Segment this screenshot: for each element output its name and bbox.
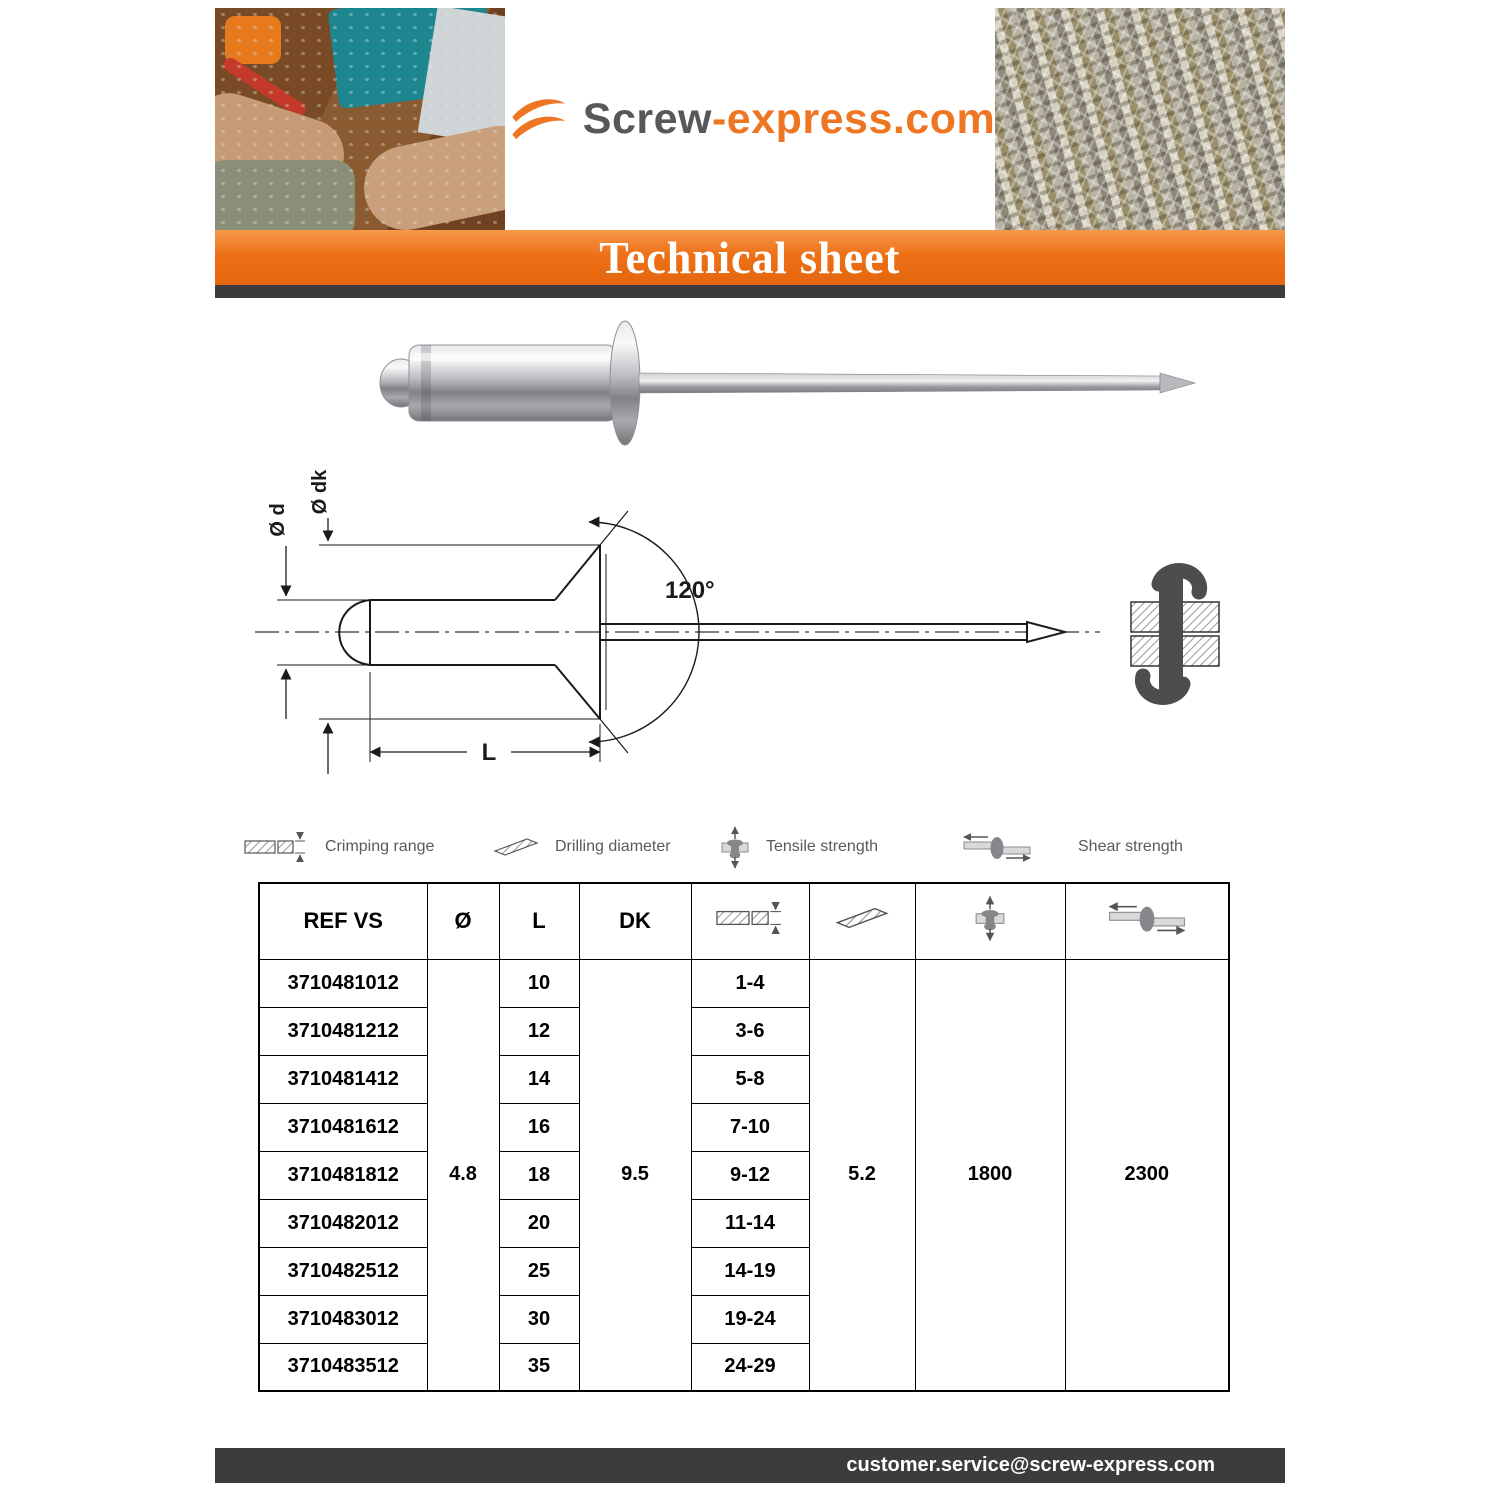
ref-cell: 3710483012: [259, 1295, 427, 1343]
crimp-cell: 7-10: [691, 1103, 809, 1151]
crimping-range-column-icon: [714, 902, 786, 934]
length-label: L: [481, 739, 497, 766]
logo-text-orange: -express.com: [711, 94, 996, 143]
legend-tensile-strength: [720, 822, 878, 872]
logo-text-gray: Screw: [582, 94, 712, 143]
legend-drilling-diameter: [493, 822, 671, 872]
shear-strength-icon: [960, 832, 1034, 862]
length-cell: 18: [499, 1151, 579, 1199]
length-cell: 25: [499, 1247, 579, 1295]
header-tensile-strength: [915, 883, 1065, 959]
rivet-photo-graphic: [215, 305, 1285, 460]
workbench-photo: [215, 8, 505, 230]
logo-text: [583, 95, 995, 144]
table-header-row: [259, 883, 1229, 959]
length-cell: 12: [499, 1007, 579, 1055]
crimp-cell: 24-29: [691, 1343, 809, 1391]
ref-cell: 3710481812: [259, 1151, 427, 1199]
drilling-diameter-column-icon: [835, 906, 889, 930]
legend-crimping-label: Crimping range: [325, 838, 435, 855]
screws-photo: [995, 8, 1285, 230]
footer-bar: [215, 1448, 1285, 1483]
crimping-range-icon: [243, 832, 309, 862]
diameter-d-label: Ø d: [267, 503, 289, 537]
legend-tensile-label: Tensile strength: [766, 838, 879, 855]
crimp-cell: 3-6: [691, 1007, 809, 1055]
spec-table-wrap: [258, 882, 1230, 1392]
legend-shear-strength: [960, 822, 1183, 872]
length-cell: 16: [499, 1103, 579, 1151]
header-ref: REF VS: [259, 883, 427, 959]
masthead: [215, 8, 1285, 230]
crimp-cell: 5-8: [691, 1055, 809, 1103]
tensile-strength-column-icon: [974, 893, 1006, 943]
crimp-cell: 11-14: [691, 1199, 809, 1247]
ref-cell: 3710482512: [259, 1247, 427, 1295]
technical-drawing: [215, 462, 1285, 809]
length-cell: 30: [499, 1295, 579, 1343]
banner: [215, 230, 1285, 285]
shear-merged-cell: 2300: [1065, 959, 1229, 1391]
crimp-cell: 14-19: [691, 1247, 809, 1295]
header-length: L: [499, 883, 579, 959]
rivet-product-photo: [215, 305, 1285, 465]
logo-swoosh-icon: [505, 90, 569, 148]
diameter-merged-cell: 4.8: [427, 959, 499, 1391]
header-dk: DK: [579, 883, 691, 959]
banner-shadow-bar: [215, 285, 1285, 298]
tensile-strength-icon: [720, 824, 750, 870]
header-drilling-diameter: [809, 883, 915, 959]
shear-strength-column-icon: [1105, 901, 1189, 935]
ref-cell: 3710482012: [259, 1199, 427, 1247]
sheet-content: [215, 0, 1285, 1500]
rivet-dimension-drawing: [215, 462, 1285, 804]
scattered-screws: [215, 8, 505, 230]
length-cell: 20: [499, 1199, 579, 1247]
diameter-dk-dimension: [319, 518, 600, 774]
legend-row: [215, 822, 1285, 872]
dk-merged-cell: 9.5: [579, 959, 691, 1391]
table-row: [259, 959, 1229, 1007]
ref-cell: 3710481212: [259, 1007, 427, 1055]
length-cell: 14: [499, 1055, 579, 1103]
length-cell: 35: [499, 1343, 579, 1391]
crimp-cell: 1-4: [691, 959, 809, 1007]
crimp-cell: 9-12: [691, 1151, 809, 1199]
drilling-merged-cell: 5.2: [809, 959, 915, 1391]
spec-table: [258, 882, 1230, 1392]
header-shear-strength: [1065, 883, 1229, 959]
angle-label: 120°: [665, 577, 715, 604]
screws-glint: [995, 8, 1285, 230]
banner-title: Technical sheet: [599, 232, 901, 283]
diameter-dk-label: Ø dk: [309, 469, 331, 515]
header-diameter: Ø: [427, 883, 499, 959]
ref-cell: 3710481012: [259, 959, 427, 1007]
length-cell: 10: [499, 959, 579, 1007]
header-crimping-range: [691, 883, 809, 959]
tensile-merged-cell: 1800: [915, 959, 1065, 1391]
brand-logo: [505, 8, 995, 230]
ref-cell: 3710481612: [259, 1103, 427, 1151]
ref-cell: 3710481412: [259, 1055, 427, 1103]
drilling-diameter-icon: [493, 837, 539, 857]
clinched-rivet-illustration: [1131, 570, 1219, 698]
legend-crimping-range: [243, 822, 434, 872]
legend-shear-label: Shear strength: [1078, 838, 1183, 855]
crimp-cell: 19-24: [691, 1295, 809, 1343]
legend-drilling-label: Drilling diameter: [555, 838, 671, 855]
ref-cell: 3710483512: [259, 1343, 427, 1391]
contact-email: customer.service@screw-express.com: [846, 1454, 1215, 1476]
